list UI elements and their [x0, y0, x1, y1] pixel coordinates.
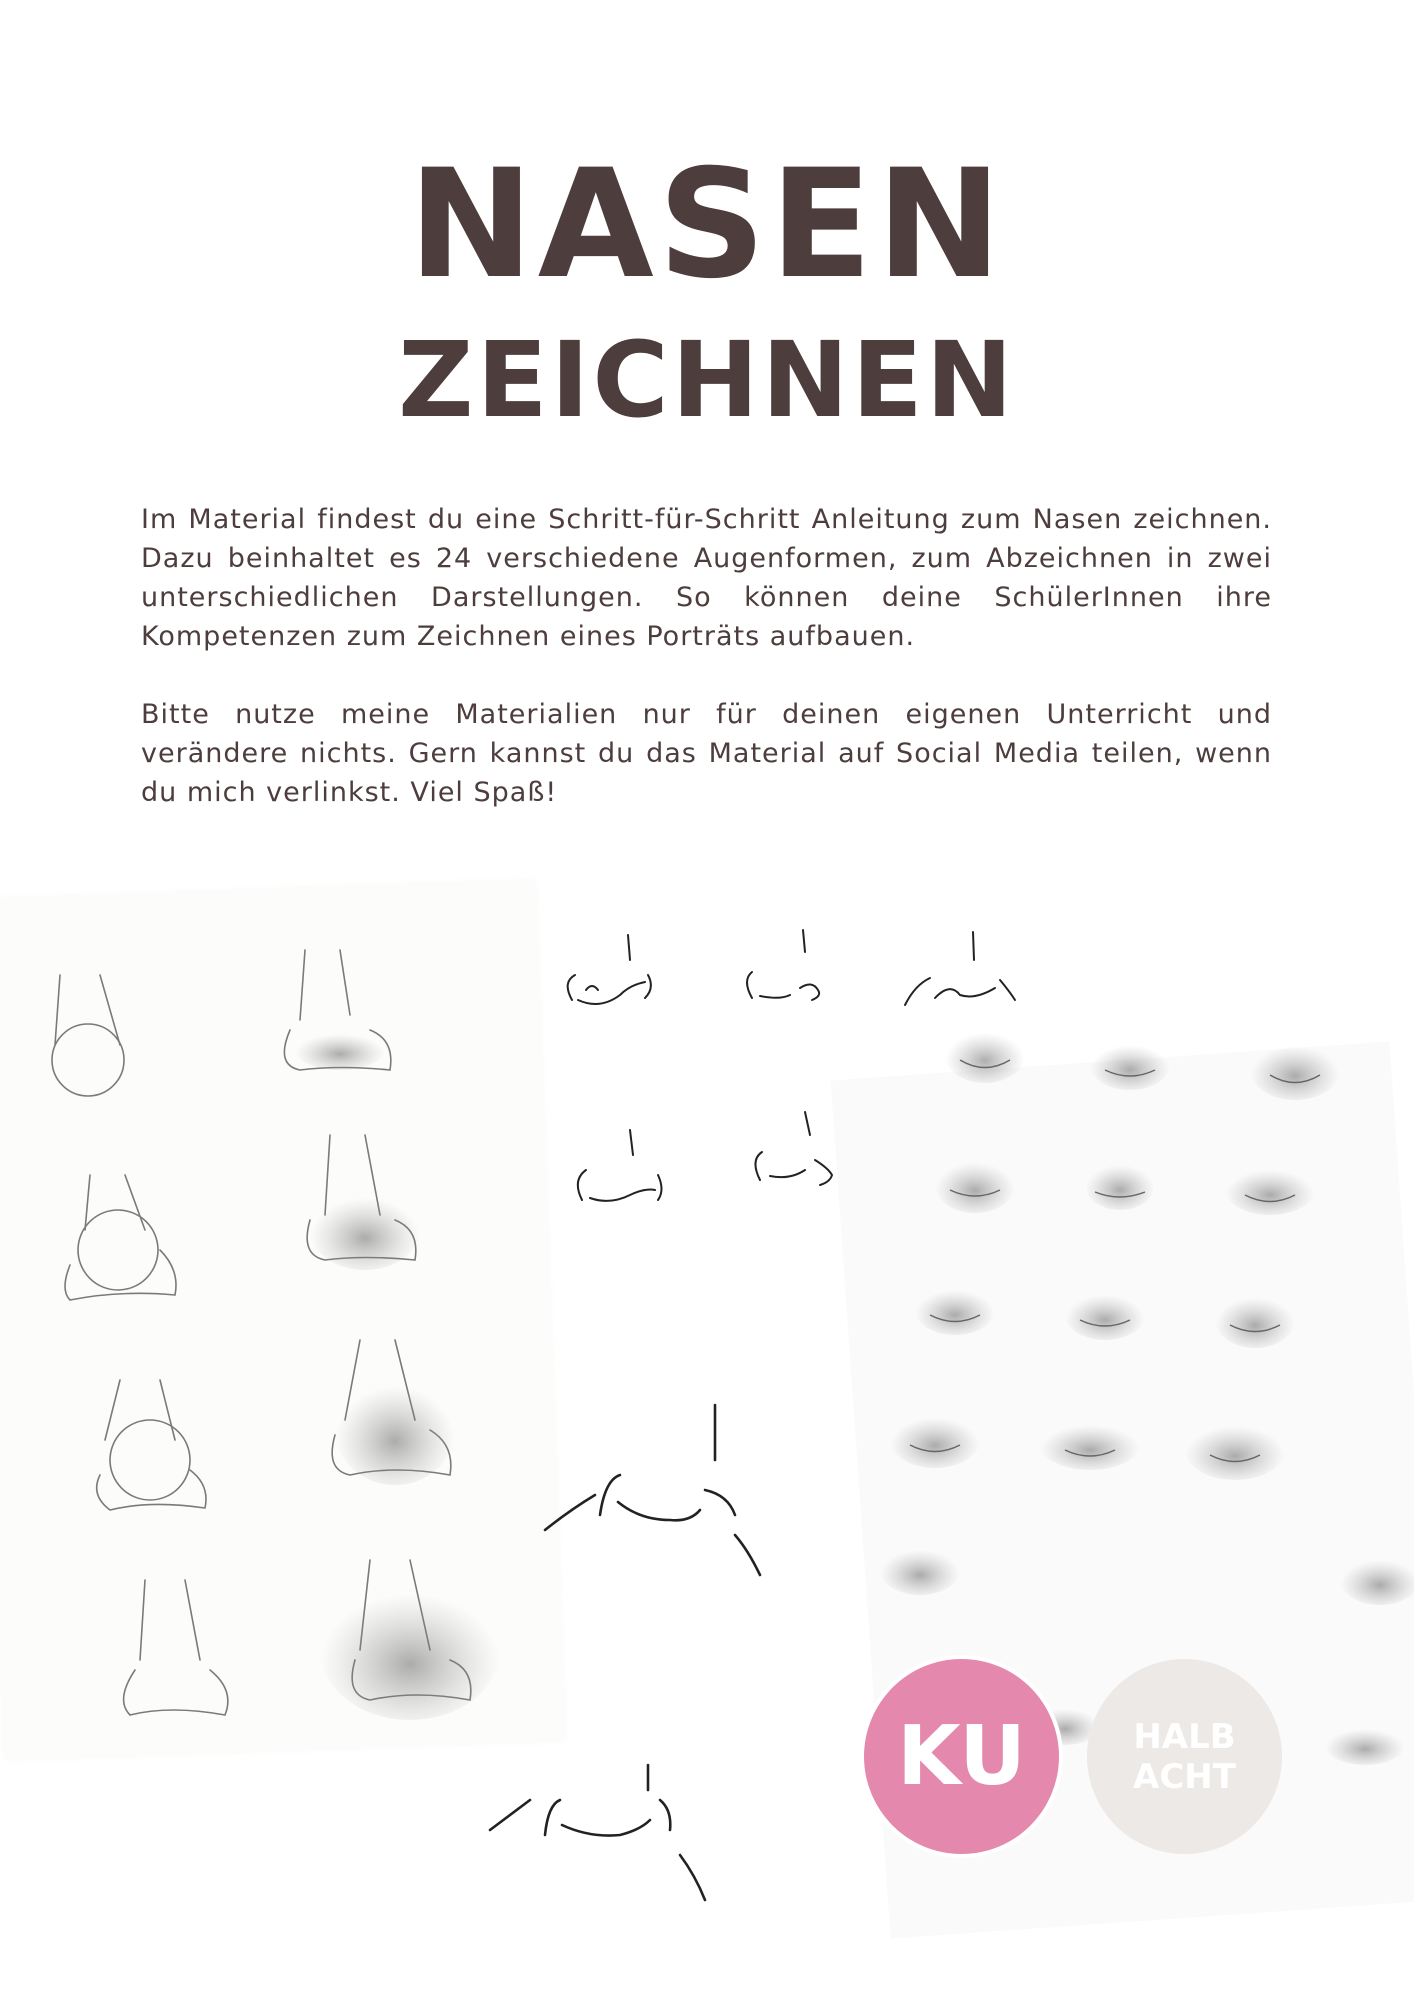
step-1-sketch [52, 975, 124, 1096]
step-3-sketch [97, 1380, 206, 1510]
line-nose-large-2 [490, 1765, 705, 1900]
step-2-sketch [65, 1175, 176, 1300]
ku-logo [864, 1659, 1059, 1854]
step-3-shaded [332, 1340, 455, 1485]
step-4-sketch [124, 1580, 228, 1715]
line-nose-large-1 [545, 1405, 760, 1575]
ku-logo-text: KU [897, 1709, 1026, 1804]
intro-paragraph-2: Bitte nutze meine Materialien nur für deinen eigenen Unterricht und verändere nichts. Gern kannst du das Material auf Social Media teilen, wenn du mich verlinkst. Viel Spaß! [141, 699, 1272, 808]
step-2-shaded [307, 1135, 420, 1270]
step-1-shaded [284, 950, 390, 1070]
line-nose-5 [755, 1112, 832, 1185]
intro-paragraph-1: Im Material findest du eine Schritt-für-Schritt Anleitung zum Nasen zeichnen. Dazu beinhaltet es 24 verschiedene Augenformen, zum Abzeichnen in zwei unterschiedlichen Darstellungen. So können deine SchülerInnen ihre Kompetenzen zum Zeichnen eines Porträts aufbauen. [141, 504, 1272, 652]
line-nose-3 [905, 932, 1015, 1005]
halbacht-logo [1087, 1659, 1282, 1854]
shaded-nose-grid [875, 1027, 1414, 1765]
halbacht-logo-line-1: HALB [1133, 1716, 1236, 1757]
step-4-shaded [320, 1560, 500, 1720]
halbacht-logo-line-2: ACHT [1133, 1756, 1236, 1797]
line-nose-1 [568, 935, 651, 1004]
line-nose-4 [578, 1130, 662, 1201]
title-line-1: NASEN [408, 138, 1006, 312]
title-line-2: ZEICHNEN [398, 319, 1016, 441]
line-nose-2 [747, 930, 819, 1000]
